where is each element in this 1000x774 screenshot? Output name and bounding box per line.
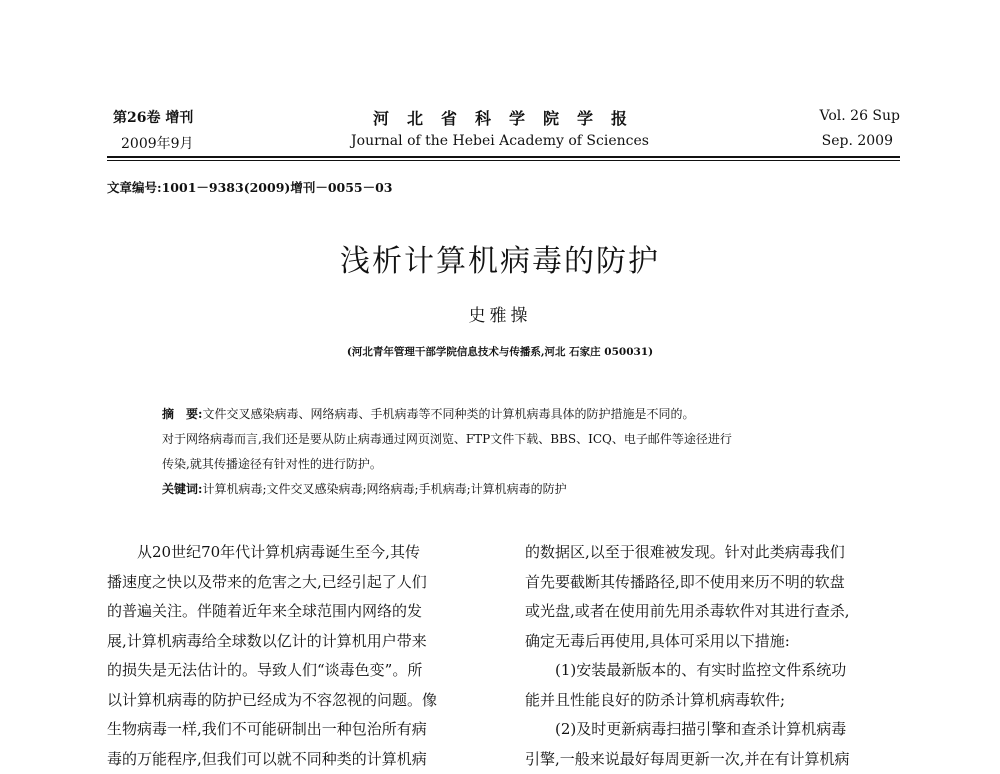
body-line: 首先要截断其传播路径,即不使用来历不明的软盘 (525, 568, 900, 598)
body-line: 以计算机病毒的防护已经成为不容忽视的问题。像 (107, 686, 482, 716)
body-line: 毒的万能程序,但我们可以就不同种类的计算机病 (107, 745, 482, 774)
body-line: 或光盘,或者在使用前先用杀毒软件对其进行查杀, (525, 597, 900, 627)
body-line: 从20世纪70年代计算机病毒诞生至今,其传 (107, 538, 482, 568)
body-line: 引擎,一般来说最好每周更新一次,并在有计算机病 (525, 745, 900, 774)
journal-name-en: Journal of the Hebei Academy of Sciences (0, 133, 1000, 149)
body-line: (2)及时更新病毒扫描引擎和查杀计算机病毒 (525, 715, 900, 745)
abstract-block (162, 402, 882, 502)
paper-title: 浅析计算机病毒的防护 (0, 236, 1000, 280)
body-line: 生物病毒一样,我们不可能研制出一种包治所有病 (107, 715, 482, 745)
abstract-line: 对于网络病毒而言,我们还是要从防止病毒通过网页浏览、FTP文件下载、BBS、ICQ、电子邮件等途径进行 (162, 427, 882, 452)
body-column-left (107, 538, 482, 774)
header-rule-thin (107, 160, 900, 161)
journal-name-cn: 河北省科学院学报 (0, 106, 1000, 129)
affiliation: (河北青年管理干部学院信息技术与传播系,河北 石家庄 050031) (0, 344, 1000, 359)
body-line: 的损失是无法估计的。导致人们“谈毒色变”。所 (107, 656, 482, 686)
abstract-text: 文件交叉感染病毒、网络病毒、手机病毒等不同种类的计算机病毒具体的防护措施是不同的。 (202, 407, 694, 421)
volume-en: Vol. 26 Sup (820, 108, 900, 124)
body-line: 播速度之快以及带来的危害之大,已经引起了人们 (107, 568, 482, 598)
body-column-right (525, 538, 900, 774)
keywords-line (162, 477, 882, 502)
abstract-label: 摘 要: (162, 407, 202, 421)
header-rule-thick (107, 156, 900, 158)
abstract-line: 传染,就其传播途径有针对性的进行防护。 (162, 452, 882, 477)
volume-issue: 第26卷 增刊 (113, 107, 193, 127)
body-line: 确定无毒后再使用,具体可采用以下措施: (525, 627, 900, 657)
body-line: (1)安装最新版本的、有实时监控文件系统功 (525, 656, 900, 686)
publication-date: 2009年9月 (121, 133, 194, 153)
abstract-line (162, 402, 882, 427)
body-line: 能并且性能良好的防杀计算机病毒软件; (525, 686, 900, 716)
date-en: Sep. 2009 (822, 133, 893, 149)
body-line: 展,计算机病毒给全球数以亿计的计算机用户带来 (107, 627, 482, 657)
keywords-text: 计算机病毒;文件交叉感染病毒;网络病毒;手机病毒;计算机病毒的防护 (202, 482, 566, 496)
body-line: 的普遍关注。伴随着近年来全球范围内网络的发 (107, 597, 482, 627)
keywords-label: 关键词: (162, 482, 202, 496)
article-id: 文章编号:1001－9383(2009)增刊－0055－03 (107, 178, 393, 196)
author: 史雅操 (0, 301, 1000, 326)
body-line: 的数据区,以至于很难被发现。针对此类病毒我们 (525, 538, 900, 568)
